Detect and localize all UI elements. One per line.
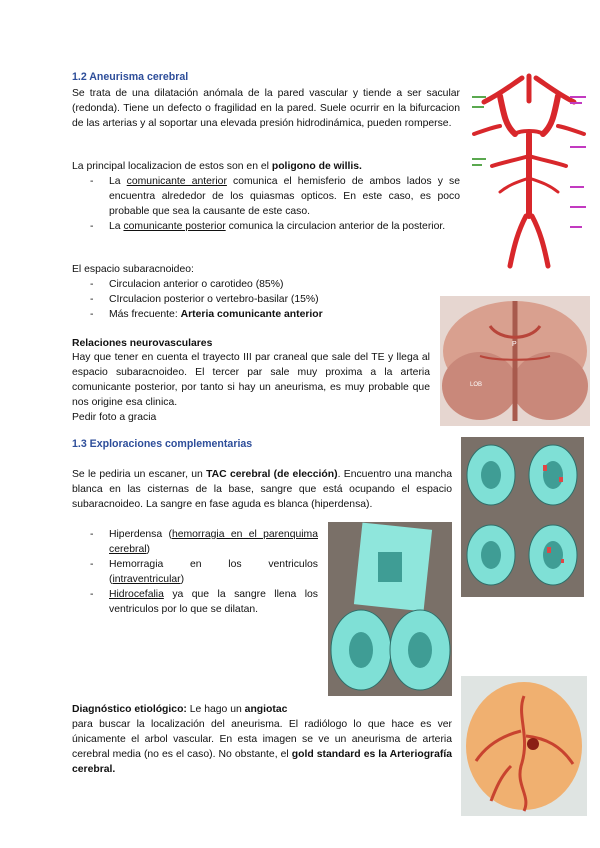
localizacion-list xyxy=(90,174,460,234)
list-item: - Hidrocefalia ya que la sangre llena los ventriculos por lo que se dilatan. xyxy=(90,587,318,617)
pedir-foto-note: Pedir foto a gracia xyxy=(72,412,157,423)
localizacion-paragraph xyxy=(72,159,460,174)
ct-scan-grid xyxy=(461,437,584,597)
poligono-willis-text: poligono de willis. xyxy=(271,161,362,172)
brain-label-p: P xyxy=(512,341,517,348)
section-heading-exploraciones: 1.3 Exploraciones complementarias xyxy=(72,438,253,450)
circle-of-willis-diagram xyxy=(470,66,588,272)
hallazgos-list xyxy=(90,527,318,617)
localizacion-text: La principal localizacion de estos son en el xyxy=(72,161,272,172)
angiotac-image xyxy=(461,676,587,816)
scan-paragraph: Se le pediria un escaner, un TAC cerebral (de elección). Encuentro una mancha blanca en las cisternas de la base, sangre que está ocupando el espacio subaracnoideo. La sangre en fase aguda es blanca (hiperdensa). xyxy=(72,469,452,510)
ct-scan-triplet xyxy=(328,522,452,696)
relaciones-paragraph: Hay que tener en cuenta el trayecto III par craneal que sale del TE y llega al espacio subaracnoideo. El tercer par sale muy proxima a la arteria comunicante posterior, por tanto si hay un aneurisma, es muy probable que nos origine esa clinica. xyxy=(72,352,430,408)
list-item: - Hiperdensa (hemorragia en el parenquima cerebral) xyxy=(90,527,318,557)
intro-paragraph: Se trata de una dilatación anómala de la pared vascular y tiende a ser sacular (redonda). Tiene un defecto o fragilidad en la pared. Suele ocurrir en la bifurcacion de las arterias y al soportar una elevada presión hidrodinámica, pueden romperse. xyxy=(72,88,460,129)
diagnostico-paragraph: Diagnóstico etiológico: Le hago un angiotac para buscar la localización del aneurisma. El radiólogo lo que hace es ver únicamente el arbol vascular. En esta imagen se ve un aneurisma de arteria cerebral media (no es el caso). No obstante, el gold standard es la Arteriografía cerebral. xyxy=(72,704,452,775)
list-item: - Más frecuente: Arteria comunicante anterior xyxy=(90,307,430,322)
section-heading-aneurisma: 1.2 Aneurisma cerebral xyxy=(72,71,189,83)
list-item: - CIrculacion posterior o vertebro-basilar (15%) xyxy=(90,292,430,307)
relaciones-title: Relaciones neurovasculares xyxy=(72,338,213,349)
brain-label-lob: LOB xyxy=(470,382,483,388)
brain-base-photo xyxy=(440,296,590,426)
list-item: - Hemorragia en los ventriculos (intraventricular) xyxy=(90,557,318,587)
list-item: - Circulacion anterior o carotideo (85%) xyxy=(90,277,430,292)
list-item: - La comunicante anterior comunica el hemisferio de ambos lados y se encuentra alrededor de los quiasmas opticos. En este caso, es poco probable que sea la causante de este caso. xyxy=(90,174,460,219)
espacio-list xyxy=(90,277,430,322)
list-item: - La comunicante posterior comunica la circulacion anterior de la posterior. xyxy=(90,219,460,234)
espacio-title: El espacio subaracnoideo: xyxy=(72,264,194,275)
